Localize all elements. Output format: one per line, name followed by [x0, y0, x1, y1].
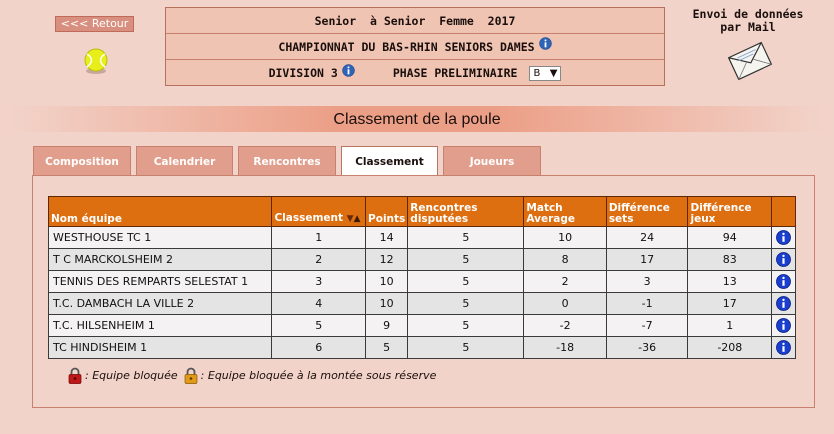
cell-info — [772, 249, 796, 271]
cell-match-avg: -2 — [524, 315, 606, 337]
table-row — [49, 293, 796, 315]
col-games-label-1: Différence — [690, 202, 752, 214]
col-match-avg-header[interactable] — [524, 197, 606, 227]
division-info-icon[interactable] — [342, 64, 355, 77]
col-team-header[interactable] — [49, 197, 272, 227]
team-info-icon[interactable] — [776, 274, 791, 289]
lock-orange-icon — [184, 367, 198, 384]
cell-team: T C MARCKOLSHEIM 2 — [49, 249, 272, 271]
team-info-icon[interactable] — [776, 318, 791, 333]
team-info-icon[interactable] — [776, 296, 791, 311]
col-games-label-2: jeux — [690, 213, 716, 225]
sort-desc-icon[interactable]: ▼ — [346, 214, 354, 224]
col-info-header — [772, 197, 796, 227]
col-rank-label: Classement — [274, 212, 344, 224]
cell-info — [772, 337, 796, 359]
cell-team: WESTHOUSE TC 1 — [49, 227, 272, 249]
championship-info-icon[interactable] — [539, 37, 552, 50]
cell-played: 5 — [408, 249, 524, 271]
cell-info — [772, 293, 796, 315]
cell-rank: 6 — [272, 337, 366, 359]
col-match-label-2: Average — [526, 213, 576, 225]
cell-info — [772, 315, 796, 337]
col-played-header[interactable] — [408, 197, 524, 227]
cell-rank: 5 — [272, 315, 366, 337]
legend-blocked-text: : Equipe bloquée — [85, 369, 178, 382]
col-sets-label-1: Différence — [608, 202, 670, 214]
back-button[interactable]: <<< Retour — [55, 16, 134, 32]
cell-points: 9 — [366, 315, 408, 337]
chevron-down-icon: ▼ — [549, 67, 558, 79]
competition-header — [165, 7, 665, 86]
team-info-icon[interactable] — [776, 230, 791, 245]
col-match-label-1: Match — [526, 202, 563, 214]
ranking-table — [48, 196, 796, 359]
col-points-header[interactable] — [366, 197, 408, 227]
cell-played: 5 — [408, 315, 524, 337]
competition-title-text: Senior à Senior Femme 2017 — [314, 13, 516, 28]
cell-diff-games: 94 — [688, 227, 772, 249]
table-row — [49, 249, 796, 271]
cell-played: 5 — [408, 271, 524, 293]
competition-title — [166, 8, 664, 34]
tab-classement[interactable]: Classement — [341, 146, 438, 177]
cell-diff-sets: 17 — [606, 249, 688, 271]
division-row — [166, 60, 664, 86]
mail-export-label[interactable] — [686, 8, 810, 34]
col-diff-games-header[interactable] — [688, 197, 772, 227]
cell-diff-games: 1 — [688, 315, 772, 337]
col-played-label-1: Rencontres — [410, 202, 478, 214]
cell-rank: 1 — [272, 227, 366, 249]
tennis-ball-icon — [82, 47, 110, 75]
cell-match-avg: 2 — [524, 271, 606, 293]
cell-diff-games: 17 — [688, 293, 772, 315]
col-rank-header[interactable] — [272, 197, 366, 227]
cell-team: T.C. HILSENHEIM 1 — [49, 315, 272, 337]
cell-diff-sets: -7 — [606, 315, 688, 337]
lock-red-icon — [68, 367, 82, 384]
tab-bar — [33, 146, 546, 176]
mail-label-line2: par Mail — [720, 20, 776, 34]
championship-row — [166, 34, 664, 60]
col-team-label: Nom équipe — [51, 213, 122, 225]
col-played-label-2: disputées — [410, 213, 469, 225]
cell-team: TC HINDISHEIM 1 — [49, 337, 272, 359]
table-row — [49, 315, 796, 337]
sort-asc-icon[interactable]: ▲ — [353, 214, 361, 224]
legend-blocked-reserve-text: : Equipe bloquée à la montée sous réserve — [200, 369, 437, 382]
cell-played: 5 — [408, 293, 524, 315]
cell-info — [772, 227, 796, 249]
cell-points: 10 — [366, 271, 408, 293]
tab-rencontres[interactable]: Rencontres — [238, 146, 336, 176]
col-diff-sets-header[interactable] — [606, 197, 688, 227]
cell-rank: 2 — [272, 249, 366, 271]
cell-diff-games: 13 — [688, 271, 772, 293]
table-row — [49, 337, 796, 359]
cell-team: T.C. DAMBACH LA VILLE 2 — [49, 293, 272, 315]
cell-points: 10 — [366, 293, 408, 315]
division-label: DIVISION 3 — [268, 66, 338, 80]
cell-match-avg: 0 — [524, 293, 606, 315]
cell-played: 5 — [408, 227, 524, 249]
table-row — [49, 271, 796, 293]
cell-diff-sets: -1 — [606, 293, 688, 315]
team-info-icon[interactable] — [776, 340, 791, 355]
cell-info — [772, 271, 796, 293]
cell-played: 5 — [408, 337, 524, 359]
phase-label: PHASE PRELIMINAIRE — [392, 66, 518, 80]
mail-label-line1: Envoi de données — [692, 7, 804, 21]
cell-match-avg: 8 — [524, 249, 606, 271]
cell-points: 5 — [366, 337, 408, 359]
cell-points: 12 — [366, 249, 408, 271]
cell-rank: 3 — [272, 271, 366, 293]
table-row — [49, 227, 796, 249]
tab-composition[interactable]: Composition — [33, 146, 131, 176]
cell-team: TENNIS DES REMPARTS SELESTAT 1 — [49, 271, 272, 293]
team-info-icon[interactable] — [776, 252, 791, 267]
col-points-label: Points — [368, 213, 406, 225]
phase-select-value: B — [533, 67, 541, 79]
cell-points: 14 — [366, 227, 408, 249]
envelope-icon[interactable] — [726, 37, 774, 81]
phase-select[interactable] — [529, 66, 561, 81]
cell-diff-sets: 3 — [606, 271, 688, 293]
col-sets-label-2: sets — [608, 213, 634, 225]
cell-diff-games: -208 — [688, 337, 772, 359]
table-header-row — [49, 197, 796, 227]
tab-joueurs[interactable]: Joueurs — [443, 146, 541, 176]
cell-rank: 4 — [272, 293, 366, 315]
section-title: Classement de la poule — [333, 111, 501, 128]
cell-diff-sets: 24 — [606, 227, 688, 249]
cell-match-avg: -18 — [524, 337, 606, 359]
cell-match-avg: 10 — [524, 227, 606, 249]
cell-diff-games: 83 — [688, 249, 772, 271]
tab-calendrier[interactable]: Calendrier — [136, 146, 233, 176]
championship-label: CHAMPIONNAT DU BAS-RHIN SENIORS DAMES — [278, 39, 535, 54]
cell-diff-sets: -36 — [606, 337, 688, 359]
legend — [68, 367, 436, 384]
